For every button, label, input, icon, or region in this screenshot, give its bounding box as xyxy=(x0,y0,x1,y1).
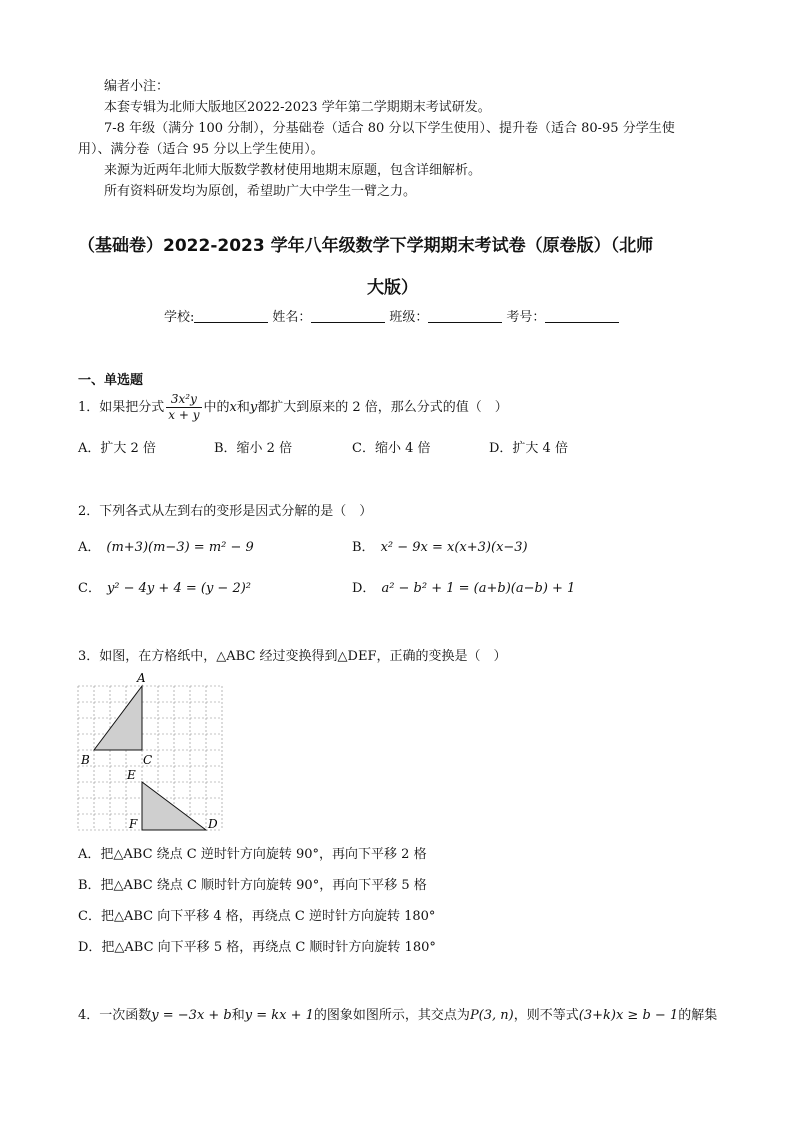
triangle-def xyxy=(142,782,206,830)
note-line-1: 本套专辑为北师大版地区2022-2023 学年第二学期期末考试研发。 xyxy=(104,100,491,115)
q2-option-c[interactable] xyxy=(78,577,251,596)
q2-option-b[interactable] xyxy=(352,536,528,555)
question-3-stem: 3．如图，在方格纸中，△ABC 经过变换得到△DEF，正确的变换是（ ） xyxy=(78,649,507,664)
note-line-3: 来源为近两年北师大版数学教材使用地期末原题，包含详细解析。 xyxy=(104,163,482,178)
exam-title-line-2: 大版） xyxy=(367,278,418,298)
exam-no-label: 考号： xyxy=(506,310,546,325)
q1-var-x: x xyxy=(229,400,237,415)
student-info-row xyxy=(164,306,623,325)
q4-middle: 的图象如图所示，其交点为 xyxy=(313,1008,470,1023)
name-label: 姓名： xyxy=(272,310,312,325)
q1-prefix: 1．如果把分式 xyxy=(78,400,165,415)
q2-b-expr: x² − 9x = x(x+3)(x−3) xyxy=(380,540,528,555)
q2-a-label: A． xyxy=(78,540,101,555)
q1-fraction xyxy=(166,392,201,423)
q3-option-a[interactable]: A．把△ABC 绕点 C 逆时针方向旋转 90°，再向下平移 2 格 xyxy=(78,847,427,862)
q1-and: 和 xyxy=(236,400,250,415)
note-heading: 编者小注： xyxy=(104,79,170,94)
q4-function-2: y = kx + 1 xyxy=(244,1008,314,1023)
q2-b-label: B． xyxy=(352,540,375,555)
question-1-stem xyxy=(78,392,508,423)
q2-c-expr: y² − 4y + 4 = (y − 2)² xyxy=(106,581,251,596)
q2-a-expr: (m+3)(m−3) = m² − 9 xyxy=(106,540,254,555)
section-heading: 一、单选题 xyxy=(78,373,144,388)
q2-d-label: D． xyxy=(352,581,376,596)
q3-option-b[interactable]: B．把△ABC 绕点 C 顺时针方向旋转 90°，再向下平移 5 格 xyxy=(78,878,427,893)
label-a: A xyxy=(137,672,146,685)
q4-function-1: y = −3x + b xyxy=(151,1008,232,1023)
q3-option-d[interactable]: D．把△ABC 向下平移 5 格，再绕点 C 顺时针方向旋转 180° xyxy=(78,940,436,955)
q1-option-d[interactable]: D．扩大 4 倍 xyxy=(489,441,568,456)
label-f: F xyxy=(129,817,138,831)
triangle-abc xyxy=(94,686,142,750)
q1-option-b[interactable]: B．缩小 2 倍 xyxy=(214,441,293,456)
note-line-2a: 7-8 年级（满分 100 分制），分基础卷（适合 80 分以下学生使用）、提升卷（适合 80-95 分学生使 xyxy=(104,121,675,136)
school-label: 学校: xyxy=(164,310,195,325)
q1-var-y: y xyxy=(249,400,258,415)
label-b: B xyxy=(81,753,90,767)
q4-prefix: 4．一次函数 xyxy=(78,1008,152,1023)
school-blank[interactable] xyxy=(194,309,268,323)
q1-middle: 中的 xyxy=(203,400,230,415)
question-2-stem: 2．下列各式从左到右的变形是因式分解的是（ ） xyxy=(78,504,373,519)
exam-title-line-1: （基础卷）2022-2023 学年八年级数学下学期期末考试卷（原卷版）（北师 xyxy=(78,236,654,256)
q1-option-c[interactable]: C．缩小 4 倍 xyxy=(352,441,431,456)
q4-suffix: 的解集 xyxy=(678,1008,718,1023)
note-line-2b: 用）、满分卷（适合 95 分以上学生使用）。 xyxy=(78,142,324,157)
q2-option-d[interactable] xyxy=(352,577,575,596)
q1-option-a[interactable]: A．扩大 2 倍 xyxy=(78,441,156,456)
q1-suffix: 都扩大到原来的 2 倍，那么分式的值（ ） xyxy=(257,400,508,415)
q2-c-label: C． xyxy=(78,581,101,596)
label-d: D xyxy=(208,817,218,831)
note-line-4: 所有资料研发均为原创，希望助广大中学生一臂之力。 xyxy=(104,184,417,199)
name-blank[interactable] xyxy=(311,309,385,323)
q1-fraction-numerator: 3x²y xyxy=(166,392,201,408)
q3-option-c[interactable]: C．把△ABC 向下平移 4 格，再绕点 C 逆时针方向旋转 180° xyxy=(78,909,436,924)
label-e: E xyxy=(127,768,136,782)
q4-middle-2: ，则不等式 xyxy=(513,1008,579,1023)
q1-fraction-denominator: x + y xyxy=(168,408,200,422)
q4-and: 和 xyxy=(231,1008,245,1023)
class-blank[interactable] xyxy=(428,309,502,323)
q2-d-expr: a² − b² + 1 = (a+b)(a−b) + 1 xyxy=(381,581,576,596)
q4-inequality: (3+k)x ≥ b − 1 xyxy=(578,1008,679,1023)
q2-option-a[interactable] xyxy=(78,536,254,555)
grid-figure xyxy=(74,672,226,834)
q4-point: P(3, n) xyxy=(469,1008,514,1023)
label-c: C xyxy=(143,753,153,767)
question-4-stem xyxy=(78,1004,717,1023)
exam-no-blank[interactable] xyxy=(545,309,619,323)
class-label: 班级： xyxy=(389,310,429,325)
